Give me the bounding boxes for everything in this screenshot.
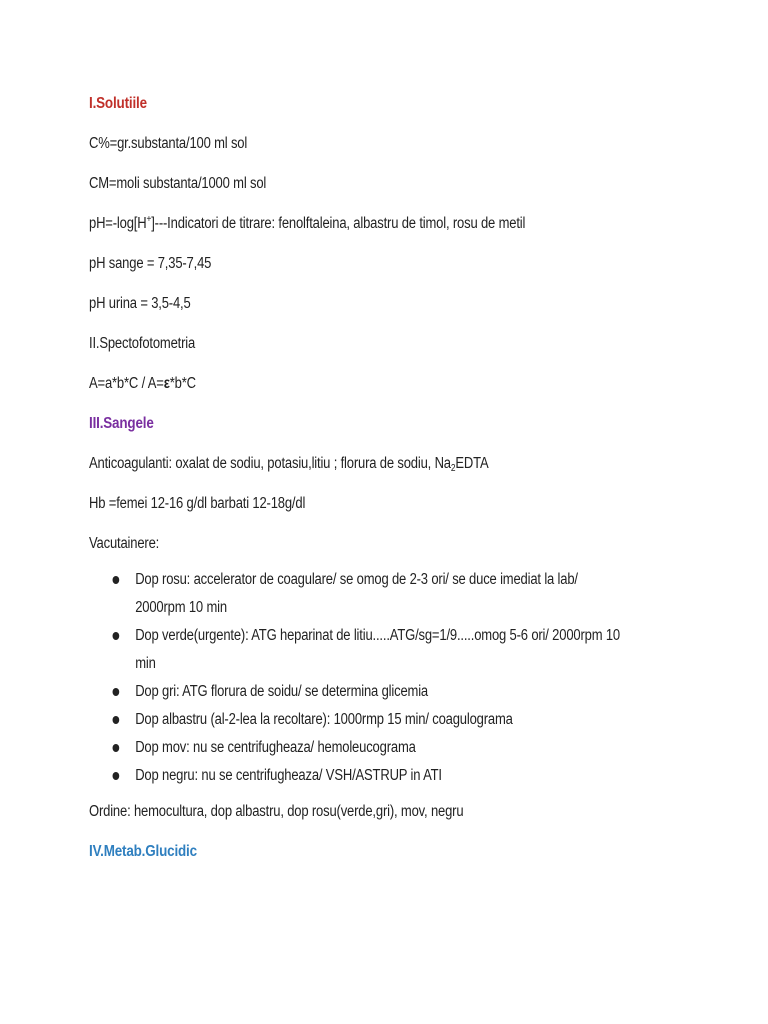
anticoagulanti-post: EDTA: [455, 455, 489, 472]
ph-formula-sup: +: [146, 214, 152, 225]
document-content: [89, 92, 727, 880]
list-item: [89, 762, 727, 790]
list-item: [89, 566, 727, 622]
list-item-line-continued: min: [135, 655, 156, 672]
section-title-sangele: III.Sangele: [89, 415, 154, 432]
section-title-spectofotometria: II.Spectofotometria: [89, 335, 196, 352]
list-item: [89, 678, 727, 706]
section-title-solutii: I.Solutiile: [89, 95, 147, 112]
ph-urina-line: pH urina = 3,5-4,5: [89, 295, 191, 312]
list-item-line-continued: 2000rpm 10 min: [135, 599, 227, 616]
anticoagulanti-line: [89, 452, 727, 492]
ordine-line: Ordine: hemocultura, dop albastru, dop rosu(verde,gri), mov, negru: [89, 803, 464, 820]
list-item-line: Dop albastru (al-2-lea la recoltare): 1000rmp 15 min/ coagulograma: [135, 711, 513, 728]
formula-concentratie-procentuala: C%=gr.substanta/100 ml sol: [89, 135, 248, 152]
ph-sange-line: pH sange = 7,35-7,45: [89, 255, 212, 272]
vacutainere-label: Vacutainere:: [89, 535, 160, 552]
ph-formula-line: [89, 212, 727, 252]
list-item-line: Dop mov: nu se centrifugheaza/ hemoleucograma: [135, 739, 416, 756]
anticoagulanti-pre: Anticoagulanti: oxalat de sodiu, potasiu,litiu ; florura de sodiu, Na: [89, 455, 451, 472]
list-item-line: Dop negru: nu se centrifugheaza/ VSH/ASTRUP in ATI: [135, 767, 442, 784]
list-item: [89, 622, 727, 678]
anticoagulanti-sub: 2: [450, 463, 456, 474]
list-item: [89, 734, 727, 762]
absorbance-formula-pre: A=a*b*C / A=: [89, 375, 164, 392]
epsilon-symbol: ε: [163, 375, 170, 392]
ph-formula-post: ]---Indicatori de titrare: fenolftaleina, albastru de timol, rosu de metil: [151, 215, 526, 232]
vacutainere-list: [89, 566, 727, 790]
list-item-line: Dop rosu: accelerator de coagulare/ se omog de 2-3 ori/ se duce imediat la lab/: [135, 571, 578, 588]
absorbance-formula-post: *b*C: [169, 375, 196, 392]
ph-formula-pre: pH=-log[H: [89, 215, 147, 232]
list-item: [89, 706, 727, 734]
hemoglobina-line: Hb =femei 12-16 g/dl barbati 12-18g/dl: [89, 495, 306, 512]
absorbance-formula-line: [89, 372, 727, 412]
list-item-line: Dop verde(urgente): ATG heparinat de litiu.....ATG/sg=1/9.....omog 5-6 ori/ 2000rpm 10: [135, 627, 620, 644]
formula-concentratie-molara: CM=moli substanta/1000 ml sol: [89, 175, 267, 192]
list-item-line: Dop gri: ATG florura de soidu/ se determina glicemia: [135, 683, 428, 700]
section-title-metab-glucidic: IV.Metab.Glucidic: [89, 843, 197, 860]
